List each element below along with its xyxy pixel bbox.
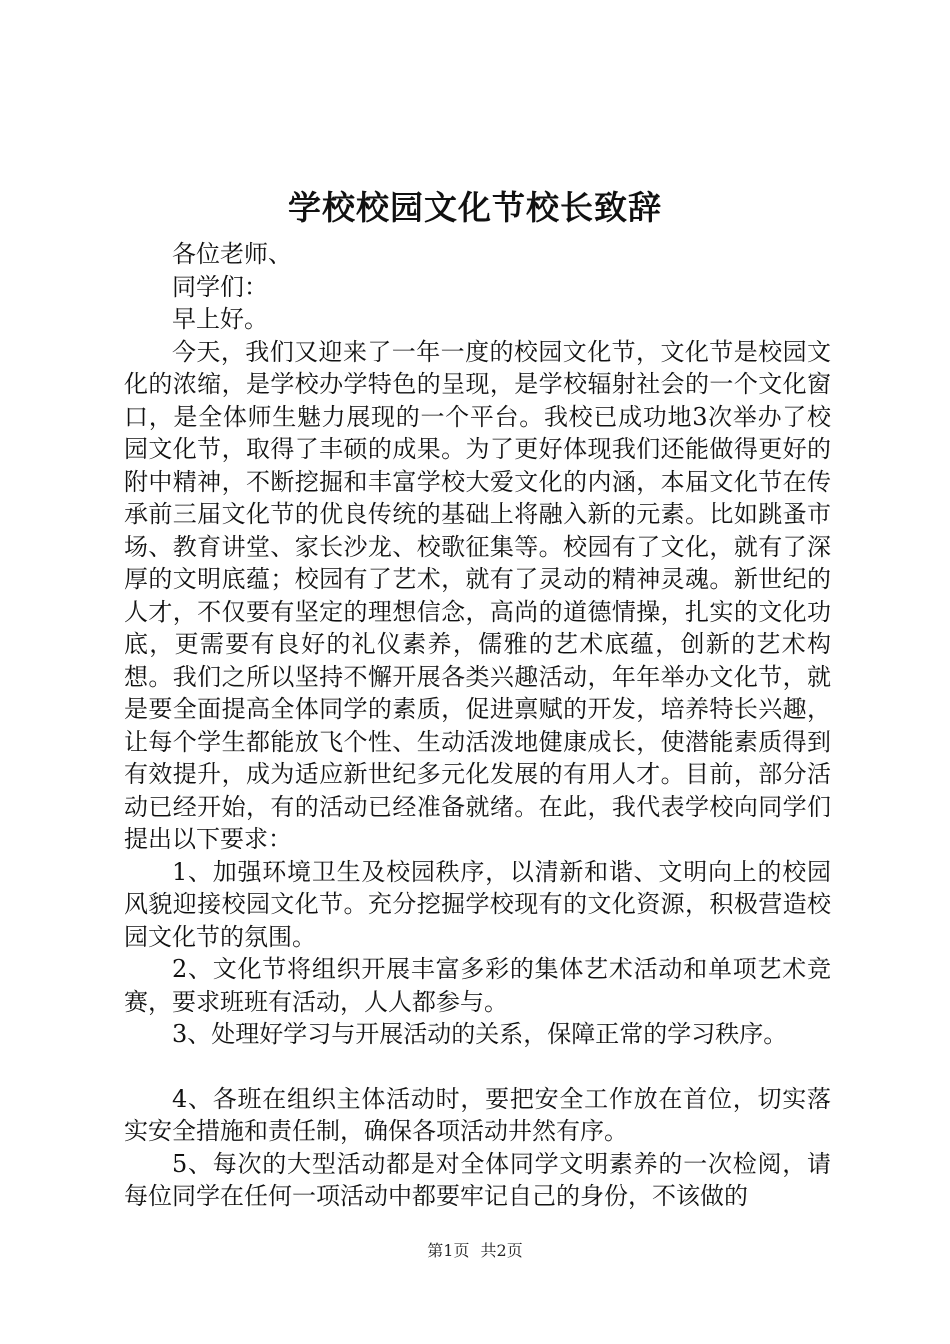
salutation-students: 同学们： (172, 272, 268, 301)
page-total: 共2页 (480, 1241, 523, 1260)
page-number: 第1页 (427, 1241, 470, 1260)
main-paragraph: 今天，我们又迎来了一年一度的校园文化节，文化节是校园文化的浓缩，是学校办学特色的呈现，是学校辐射社会的一个文化窗口，是全体师生魅力展现的一个平台。我校已成功地3次举办了校园文化节，取得了丰硕的成果。为了更好体现我们还能做得更好的附中精神，不断挖掘和丰富学校大爱文化的内涵，本届文化节在传承前三届文化节的优良传统的基础上将融入新的元素。比如跳蚤市场、教育讲堂、家长沙龙、校歌征集等。校园有了文化，就有了深厚的文明底蕴；校园有了艺术，就有了灵动的精神灵魂。新世纪的人才，不仅要有坚定的理想信念，高尚的道德情操，扎实的文化功底，更需要有良好的礼仪素养，儒雅的艺术底蕴，创新的艺术构想。我们之所以坚持不懈开展各类兴趣活动，年年举办文化节，就是要全面提高全体同学的素质，促进禀赋的开发，培养特长兴趣，让每个学生都能放飞个性、生动活泼地健康成长，使潜能素质得到有效提升，成为适应新世纪多元化发展的有用人才。目前，部分活动已经开始，有的活动已经准备就绪。在此，我代表学校向同学们提出以下要求： (124, 337, 831, 853)
greeting: 早上好。 (172, 305, 268, 333)
requirement-3: 3、处理好学习与开展活动的关系，保障正常的学习秩序。 (172, 1020, 788, 1048)
document-body (124, 238, 831, 1213)
page-footer (0, 1240, 950, 1262)
salutation-teachers: 各位老师、 (172, 240, 292, 268)
requirement-4: 4、各班在组织主体活动时，要把安全工作放在首位，切实落实安全措施和责任制，确保各项活动井然有序。 (124, 1084, 831, 1145)
requirement-1: 1、加强环境卫生及校园秩序，以清新和谐、文明向上的校园风貌迎接校园文化节。充分挖掘学校现有的文化资源，积极营造校园文化节的氛围。 (124, 857, 831, 951)
document-title: 学校校园文化节校长致辞 (288, 188, 662, 227)
requirement-2: 2、文化节将组织开展丰富多彩的集体艺术活动和单项艺术竞赛，要求班班有活动，人人都参与。 (124, 955, 831, 1016)
requirement-5: 5、每次的大型活动都是对全体同学文明素养的一次检阅，请每位同学在任何一项活动中都要牢记自己的身份，不该做的 (124, 1149, 831, 1210)
